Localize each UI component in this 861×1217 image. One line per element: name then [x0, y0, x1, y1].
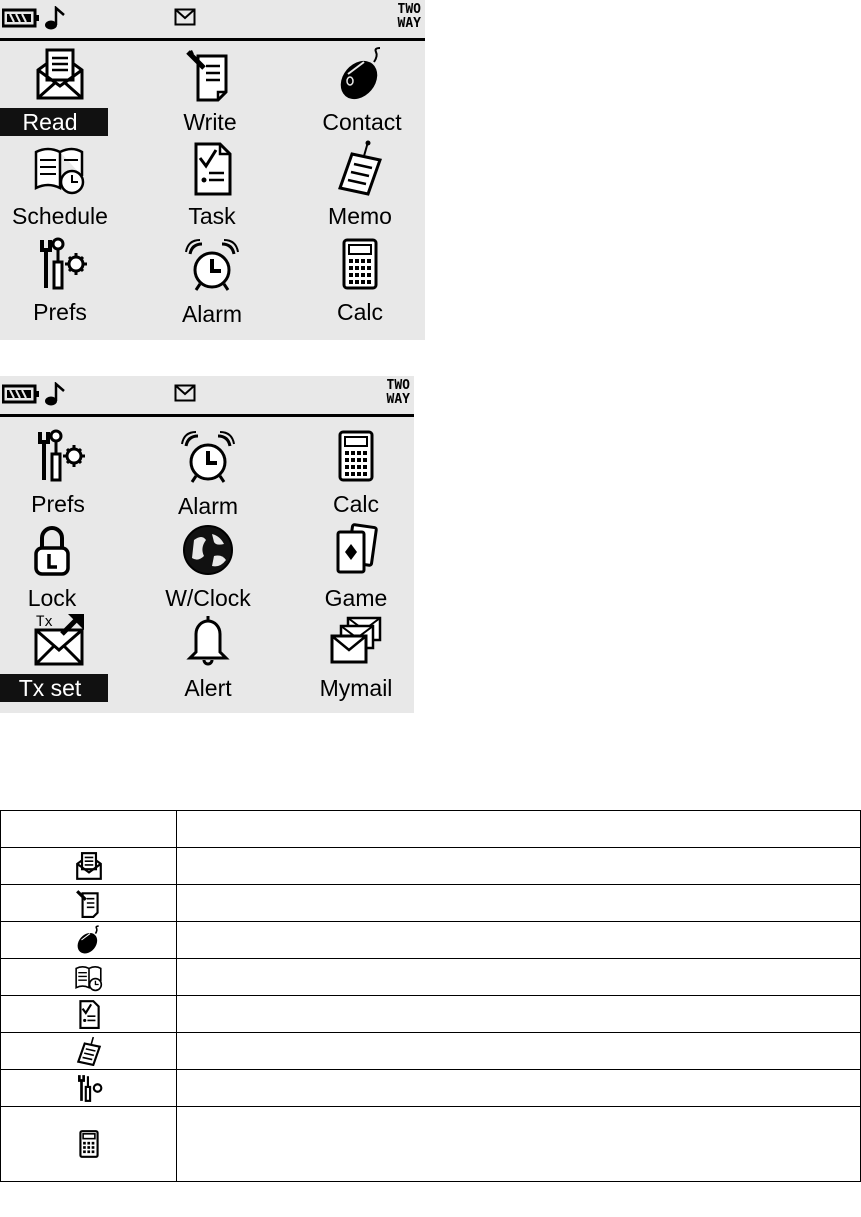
- menu-item-tx-set[interactable]: [0, 612, 130, 706]
- menu-item-label: Write: [183, 109, 237, 135]
- menu-item-calc[interactable]: [290, 236, 430, 330]
- alarm-clock-icon: [180, 430, 236, 486]
- tx-caption: Tx: [36, 614, 53, 630]
- table-cell-description: [177, 922, 861, 959]
- memo-pad-icon: [74, 1036, 104, 1066]
- read-mail-icon: [74, 851, 104, 881]
- menu-item-label: Alarm: [181, 301, 243, 327]
- two-way-line1: TWO: [386, 378, 410, 393]
- two-way-line1: TWO: [397, 2, 421, 17]
- menu-item-wclock[interactable]: [138, 522, 278, 616]
- menu-item-label: Contact: [322, 109, 402, 135]
- music-note-icon: [44, 382, 66, 406]
- menu-item-lock[interactable]: [0, 522, 122, 616]
- task-checklist-icon: [74, 999, 104, 1029]
- padlock-icon: [24, 522, 80, 578]
- table-cell-description: [177, 885, 861, 922]
- status-bar: [0, 376, 414, 417]
- table-cell-description: [177, 1107, 861, 1182]
- menu-item-alarm[interactable]: [138, 430, 278, 524]
- alarm-clock-icon: [184, 238, 240, 294]
- menu-item-label: Calc: [336, 299, 383, 325]
- menu-item-label: Mymail: [319, 675, 393, 701]
- table-row: [1, 1070, 861, 1107]
- menu-item-alarm[interactable]: [142, 238, 282, 332]
- playing-cards-icon: [328, 522, 384, 578]
- two-way-indicator: [398, 3, 421, 31]
- prefs-tools-icon: [74, 1073, 104, 1103]
- menu-item-write[interactable]: [140, 46, 280, 140]
- menu-item-label: Alert: [184, 675, 232, 701]
- menu-item-label: Tx set: [0, 674, 108, 702]
- read-mail-icon: [32, 46, 88, 102]
- task-checklist-icon: [184, 140, 240, 196]
- table-row: [1, 848, 861, 885]
- music-note-icon: [44, 6, 66, 30]
- menu-item-label: Schedule: [12, 203, 108, 229]
- menu-item-label: Lock: [27, 585, 77, 611]
- icon-legend-table: [0, 810, 861, 1182]
- menu-item-label: W/Clock: [165, 585, 251, 611]
- menu-item-contact[interactable]: [292, 46, 432, 140]
- menu-item-label: Read: [0, 108, 108, 136]
- write-memo-icon: [74, 888, 104, 918]
- menu-item-prefs[interactable]: [0, 236, 130, 330]
- table-row: [1, 885, 861, 922]
- menu-item-game[interactable]: [286, 522, 426, 616]
- menu-item-task[interactable]: [142, 140, 282, 234]
- memo-pad-icon: [332, 140, 388, 196]
- table-header-row: [1, 811, 861, 848]
- table-row: [1, 1107, 861, 1182]
- calculator-icon: [74, 1129, 104, 1159]
- prefs-tools-icon: [30, 428, 86, 484]
- prefs-tools-icon: [32, 236, 88, 292]
- two-way-indicator: [387, 379, 410, 407]
- contact-mouse-icon: [74, 925, 104, 955]
- menu-item-label: Task: [188, 203, 236, 229]
- envelope-icon: [174, 8, 196, 26]
- table-row: [1, 959, 861, 996]
- table-row: [1, 996, 861, 1033]
- calculator-icon: [332, 236, 388, 292]
- menu-item-label: Prefs: [31, 491, 85, 517]
- menu-screen-1: [0, 0, 425, 340]
- table-cell-description: [177, 1070, 861, 1107]
- battery-icon: [2, 8, 40, 28]
- menu-item-mymail[interactable]: [286, 612, 426, 706]
- battery-icon: [2, 384, 40, 404]
- table-header-cell: [177, 811, 861, 848]
- table-cell-description: [177, 959, 861, 996]
- menu-item-calc[interactable]: [286, 428, 426, 522]
- calculator-icon: [328, 428, 384, 484]
- tx-envelope-icon: [32, 612, 88, 668]
- two-way-line2: WAY: [386, 392, 410, 407]
- bell-icon: [180, 612, 236, 668]
- envelope-icon: [174, 384, 196, 402]
- menu-item-schedule[interactable]: [0, 140, 130, 234]
- table-row: [1, 922, 861, 959]
- menu-item-label: Game: [324, 585, 388, 611]
- write-memo-icon: [182, 46, 238, 102]
- table-header-cell: [1, 811, 177, 848]
- menu-item-read[interactable]: [0, 46, 130, 140]
- schedule-book-icon: [74, 962, 104, 992]
- menu-item-prefs[interactable]: [0, 428, 128, 522]
- menu-item-label: Memo: [328, 203, 392, 229]
- table-cell-description: [177, 848, 861, 885]
- menu-item-memo[interactable]: [290, 140, 430, 234]
- contact-mouse-icon: [334, 46, 390, 102]
- menu-screen-2: [0, 376, 414, 713]
- menu-item-alert[interactable]: [138, 612, 278, 706]
- menu-item-label: Prefs: [33, 299, 87, 325]
- stacked-mail-icon: [328, 612, 384, 668]
- table-row: [1, 1033, 861, 1070]
- table-cell-description: [177, 996, 861, 1033]
- menu-item-label: Calc: [332, 491, 379, 517]
- two-way-line2: WAY: [397, 16, 421, 31]
- table-cell-description: [177, 1033, 861, 1070]
- status-bar: [0, 0, 425, 41]
- menu-item-label: Alarm: [177, 493, 239, 519]
- globe-icon: [180, 522, 236, 578]
- schedule-book-icon: [32, 140, 88, 196]
